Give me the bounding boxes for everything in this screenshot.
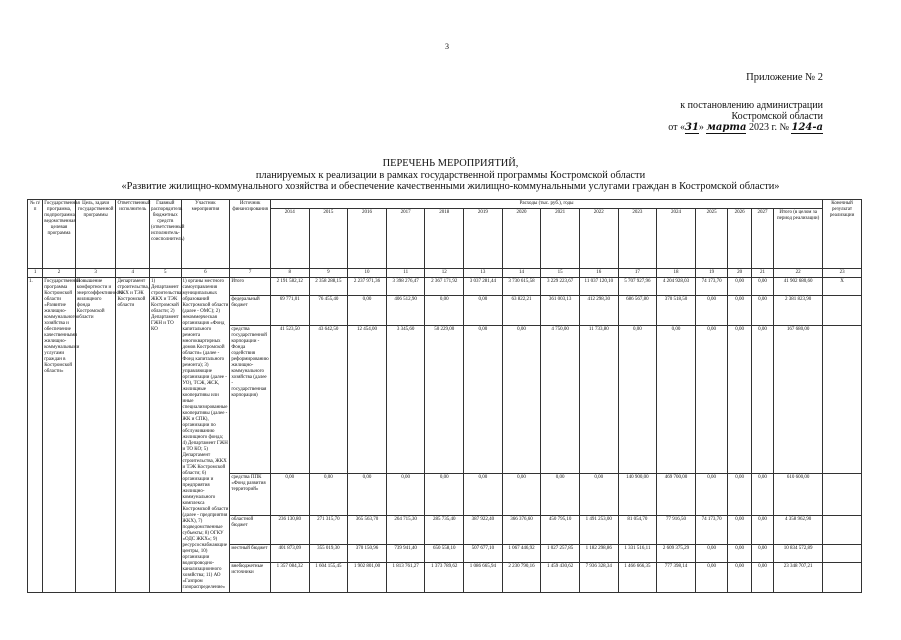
- funding-source: внебюджетные источники: [230, 563, 271, 593]
- document-subtitle-1: планируемых к реализации в рамках государственной программы Костромской области: [255, 170, 646, 181]
- column-number: 19: [695, 269, 728, 278]
- funding-source: средства государственной корпорации - Фонда содействия реформированию жилищно-коммунального хозяйства (далее - государственная корпорация): [230, 325, 271, 474]
- year-value: 507 677,10: [464, 545, 503, 563]
- column-number: 6: [181, 269, 230, 278]
- col-header-responsible: Ответственный исполнитель: [116, 200, 150, 269]
- year-value: 3 229 223,67: [541, 278, 580, 296]
- year-value: 0,00: [695, 563, 728, 593]
- year-value: 1 813 761,27: [386, 563, 425, 593]
- year-header: 2018: [425, 209, 464, 269]
- column-number: 4: [116, 269, 150, 278]
- year-value: 412 298,30: [579, 295, 618, 325]
- year-value: 0,00: [751, 515, 773, 545]
- funding-source: областной бюджет: [230, 515, 271, 545]
- year-header: 2014: [270, 209, 309, 269]
- year-header: 2022: [579, 209, 618, 269]
- year-value: 74 173,70: [695, 515, 728, 545]
- year-value: 0,00: [695, 325, 728, 474]
- year-value: 0,00: [695, 295, 728, 325]
- column-number: 18: [657, 269, 696, 278]
- year-value: 401 873,09: [270, 545, 309, 563]
- column-number: 10: [348, 269, 387, 278]
- year-value: 76 455,40: [309, 295, 348, 325]
- year-value: 12 454,00: [348, 325, 387, 474]
- year-value: 3 037 281,44: [464, 278, 503, 296]
- year-value: 0,00: [728, 563, 751, 593]
- result-value: [823, 515, 862, 545]
- page-number: 3: [445, 42, 449, 51]
- year-value: 1 182 298,86: [579, 545, 618, 563]
- year-header: 2023: [618, 209, 657, 269]
- year-value: 777 398,14: [657, 563, 696, 593]
- result-value: [823, 325, 862, 474]
- result-value: [823, 474, 862, 516]
- year-header: 2024: [657, 209, 696, 269]
- col-header-expenses: Расходы (тыс. руб.), годы: [270, 200, 822, 209]
- year-value: 1 373 789,62: [425, 563, 464, 593]
- resolution-date-line: [668, 122, 823, 134]
- program-name: Государственная программа Костромской области «Развитие жилищно-коммунального хозяйства и обеспечение качественными жилищно-коммунальными услугами граждан в Костромской области»: [43, 278, 76, 593]
- year-value: 0,00: [425, 295, 464, 325]
- year-value: 355 019,30: [309, 545, 348, 563]
- result-value: [823, 545, 862, 563]
- year-value: 236 130,80: [270, 515, 309, 545]
- column-number: 17: [618, 269, 657, 278]
- total-value: 610 600,00: [774, 474, 823, 516]
- column-number: 8: [270, 269, 309, 278]
- year-value: 0,00: [270, 474, 309, 516]
- total-value: 23 348 707,21: [774, 563, 823, 593]
- year-value: 370 518,50: [657, 295, 696, 325]
- year-value: 3 345,60: [386, 325, 425, 474]
- col-header-total: Итого (в целом за период реализации): [774, 209, 823, 269]
- year-value: 469 700,00: [657, 474, 696, 516]
- funding-source: федеральный бюджет: [230, 295, 271, 325]
- year-value: 0,00: [728, 474, 751, 516]
- year-value: 2 609 375,29: [657, 545, 696, 563]
- year-value: 63 822,21: [502, 295, 541, 325]
- column-number-row: [28, 269, 862, 278]
- year-value: 2 230 790,16: [502, 563, 541, 593]
- year-value: 0,00: [502, 474, 541, 516]
- year-value: 3 398 276,47: [386, 278, 425, 296]
- year-value: 0,00: [695, 474, 728, 516]
- column-number: 7: [230, 269, 271, 278]
- column-number: 22: [774, 269, 823, 278]
- responsible-executor: Департамент строительства, ЖКХ и ТЭК Костромской области: [116, 278, 150, 593]
- year-header: 2017: [386, 209, 425, 269]
- year-value: 0,00: [728, 325, 751, 474]
- column-number: 12: [425, 269, 464, 278]
- column-number: 13: [464, 269, 503, 278]
- year-value: 1 027 257,85: [541, 545, 580, 563]
- column-number: 1: [28, 269, 43, 278]
- year-value: 686 567,80: [618, 295, 657, 325]
- column-number: 15: [541, 269, 580, 278]
- year-value: 406 512,90: [386, 295, 425, 325]
- year-value: 0,00: [657, 325, 696, 474]
- resolution-number: 124-а: [791, 122, 823, 133]
- year-value: 1 459 430,62: [541, 563, 580, 593]
- year-value: 0,00: [425, 474, 464, 516]
- row-number: 1.: [28, 278, 43, 593]
- resolution-from: от «: [668, 122, 685, 133]
- year-value: 365 563,70: [348, 515, 387, 545]
- year-value: 2 191 582,12: [270, 278, 309, 296]
- col-header-source: Источник финансирования: [230, 200, 271, 269]
- year-value: 11 733,80: [579, 325, 618, 474]
- table-row: [28, 278, 862, 296]
- year-header: 2027: [751, 209, 773, 269]
- year-value: 0,00: [751, 278, 773, 296]
- year-value: 0,00: [541, 474, 580, 516]
- document-title: ПЕРЕЧЕНЬ МЕРОПРИЯТИЙ,: [382, 158, 519, 169]
- year-value: 650 558,10: [425, 545, 464, 563]
- year-header: 2021: [541, 209, 580, 269]
- year-value: 0,00: [348, 295, 387, 325]
- year-value: 0,00: [728, 515, 751, 545]
- year-value: 1 331 516,11: [618, 545, 657, 563]
- year-value: 285 735,40: [425, 515, 464, 545]
- year-value: 0,00: [386, 474, 425, 516]
- year-value: 370 150,96: [348, 545, 387, 563]
- budget-manager: 1) Департамент строительства, ЖКХ и ТЭК Костромской области; 2) Департамент ГЖН и ТО КО: [150, 278, 182, 593]
- result-value: Х: [823, 278, 862, 296]
- year-value: 450 795,10: [541, 515, 580, 545]
- year-value: 739 941,40: [386, 545, 425, 563]
- appendix-label: Приложение № 2: [746, 72, 823, 83]
- year-value: 81 054,70: [618, 515, 657, 545]
- year-value: 2 367 171,92: [425, 278, 464, 296]
- resolution-line-2: Костромской области: [731, 111, 823, 122]
- year-value: 387 922,40: [464, 515, 503, 545]
- table-header-row: [28, 200, 862, 209]
- year-value: 50 229,00: [425, 325, 464, 474]
- year-value: 1 604 155,45: [309, 563, 348, 593]
- year-value: 74 173,70: [695, 278, 728, 296]
- col-header-result: Конечный результат реализации: [823, 200, 862, 269]
- year-value: 0,00: [464, 474, 503, 516]
- result-value: [823, 563, 862, 593]
- total-value: 4 358 962,90: [774, 515, 823, 545]
- measures-table: [27, 199, 862, 593]
- total-value: 167 680,00: [774, 325, 823, 474]
- column-number: 16: [579, 269, 618, 278]
- col-header-participant: Участник мероприятия: [181, 200, 230, 269]
- document-subtitle-2: «Развитие жилищно-коммунального хозяйства и обеспечение качественными жилищно-коммунальными услугами граждан в Костромской области»: [121, 181, 780, 192]
- year-value: 1 357 084,32: [270, 563, 309, 593]
- year-header: 2026: [728, 209, 751, 269]
- result-value: [823, 295, 862, 325]
- column-number: 3: [75, 269, 116, 278]
- year-value: 0,00: [579, 474, 618, 516]
- year-value: 1 491 253,00: [579, 515, 618, 545]
- year-value: 0,00: [618, 325, 657, 474]
- column-number: 20: [728, 269, 751, 278]
- year-header: 2015: [309, 209, 348, 269]
- funding-source: Итого: [230, 278, 271, 296]
- year-value: 0,00: [751, 295, 773, 325]
- col-header-program: Государственная программа, подпрограмма, ведомственная целевая программа: [43, 200, 76, 269]
- program-goal: Повышение комфортности и энергоэффективности жилищного фонда Костромской области: [75, 278, 116, 593]
- year-value: 271 315,70: [309, 515, 348, 545]
- total-value: 10 834 572,89: [774, 545, 823, 563]
- funding-source: местный бюджет: [230, 545, 271, 563]
- column-number: 2: [43, 269, 76, 278]
- resolution-line-1: к постановлению администрации: [680, 100, 823, 111]
- year-header: 2016: [348, 209, 387, 269]
- year-value: 0,00: [728, 545, 751, 563]
- year-value: 0,00: [464, 295, 503, 325]
- year-header: 2019: [464, 209, 503, 269]
- year-value: 77 916,50: [657, 515, 696, 545]
- year-value: 361 003,13: [541, 295, 580, 325]
- total-value: 41 902 680,60: [774, 278, 823, 296]
- year-value: 1 067 446,92: [502, 545, 541, 563]
- resolution-month: марта: [706, 122, 747, 133]
- column-number: 5: [150, 269, 182, 278]
- year-value: 2 358 288,15: [309, 278, 348, 296]
- column-number: 23: [823, 269, 862, 278]
- year-value: 1 086 665,94: [464, 563, 503, 593]
- year-value: 2 237 971,36: [348, 278, 387, 296]
- col-header-number: № п/п: [28, 200, 43, 269]
- resolution-day: 31: [685, 122, 699, 133]
- year-value: 0,00: [751, 545, 773, 563]
- year-value: 0,00: [728, 295, 751, 325]
- year-header: 2025: [695, 209, 728, 269]
- column-number: 11: [386, 269, 425, 278]
- year-value: 0,00: [751, 325, 773, 474]
- year-value: 140 900,00: [618, 474, 657, 516]
- year-value: 0,00: [695, 545, 728, 563]
- year-header: 2020: [502, 209, 541, 269]
- participants: 1) органы местного самоуправления муниципальных образований Костромской области (далее - ОМС); 2) некоммерческая организация «Фонд капитального ремонта многоквартирных домов Костромской области» (далее - Фонд капитального ремонта); 3) управляющие организации (далее - УО), ТСЖ, ЖСК, жилищные кооперативы или иные специализированные кооперативы (далее - ЖК и СПК), организации по обслуживанию жилищного фонда; 4) Департамент ГЖН и ТО КО; 5) Департамент строительства, ЖКХ и ТЭК Костромской области; 6) организации и предприятия жилищно-коммунального комплекса Костромской области (далее - предприятия ЖКХ), 7) подведомственные субъекты; 8) ОГКУ «ОДС ЖКХ»; 9) ресурсоснабжающие центры, 10) организации водопроводно-канализационного хозяйства; 11) АО «Газпром газораспределение»: [181, 278, 230, 593]
- year-value: 7 936 328,34: [579, 563, 618, 593]
- year-value: 0,00: [728, 278, 751, 296]
- column-number: 21: [751, 269, 773, 278]
- year-value: 4 204 928,03: [657, 278, 696, 296]
- year-value: 5 707 927,96: [618, 278, 657, 296]
- year-value: 0,00: [309, 474, 348, 516]
- year-value: 11 037 120,10: [579, 278, 618, 296]
- column-number: 14: [502, 269, 541, 278]
- year-value: 1 466 666,35: [618, 563, 657, 593]
- year-value: 1 902 801,00: [348, 563, 387, 593]
- year-value: 69 771,01: [270, 295, 309, 325]
- column-number: 9: [309, 269, 348, 278]
- year-value: 0,00: [502, 325, 541, 474]
- total-value: 2 381 823,90: [774, 295, 823, 325]
- year-value: 3 730 615,58: [502, 278, 541, 296]
- year-value: 0,00: [751, 474, 773, 516]
- year-value: 0,00: [348, 474, 387, 516]
- year-value: 0,00: [751, 563, 773, 593]
- year-value: 0,00: [464, 325, 503, 474]
- col-header-manager: Главный распорядитель бюджетных средств (ответственный исполнитель-соисполнитель): [150, 200, 182, 269]
- year-value: 4 750,00: [541, 325, 580, 474]
- resolution-mid1: »: [698, 122, 707, 133]
- funding-source: средства ППК «Фонд развития территорий»: [230, 474, 271, 516]
- year-value: 43 642,50: [309, 325, 348, 474]
- year-value: 264 715,30: [386, 515, 425, 545]
- resolution-mid2: 2023 г. №: [746, 122, 792, 133]
- year-value: 41 523,50: [270, 325, 309, 474]
- year-value: 366 376,60: [502, 515, 541, 545]
- col-header-goal: Цель, задачи государственной программы: [75, 200, 116, 269]
